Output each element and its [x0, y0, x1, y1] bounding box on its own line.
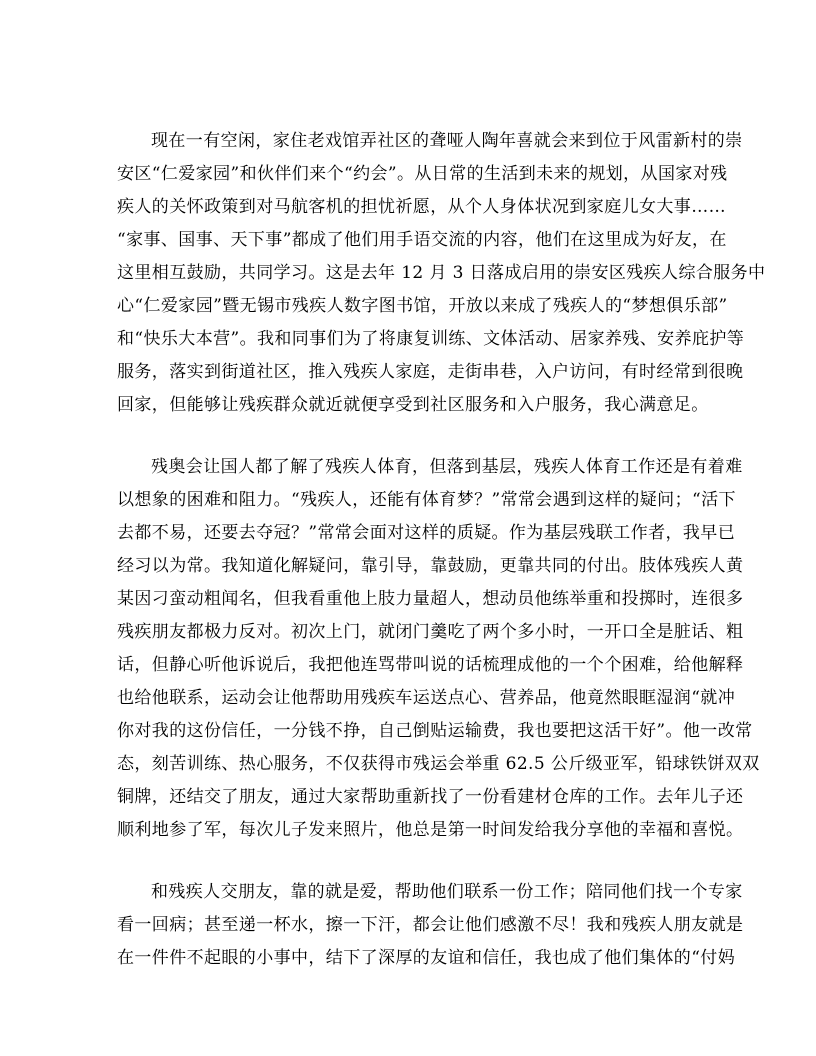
text-line: 顺利地参了军，每次儿子发来照片，他总是第一时间发给我分享他的幸福和喜悦。	[117, 820, 744, 840]
text-line: 你对我的这份信任，一分钱不挣，自己倒贴运输费，我也要把这活干好”。他一改常	[117, 721, 753, 741]
text-line: 残奥会让国人都了解了残疾人体育，但落到基层，残疾人体育工作还是有着难	[151, 457, 743, 477]
text-line: 看一回病；甚至递一杯水，擦一下汗，都会让他们感激不尽！我和残疾人朋友就是	[117, 915, 744, 935]
text-line: 态，刻苦训练、热心服务，不仅获得市残运会举重 62.5 公斤级亚军，铅球铁饼双双	[117, 754, 760, 774]
text-line: 话，但静心听他诉说后，我把他连骂带叫说的话梳理成他的一个个困难，给他解释	[117, 655, 744, 675]
text-line: “家事、国事、天下事”都成了他们用手语交流的内容，他们在这里成为好友，在	[117, 230, 727, 250]
text-line: 铜牌，还结交了朋友，通过大家帮助重新找了一份看建材仓库的工作。去年儿子还	[117, 787, 744, 807]
text-line: 去都不易，还要去夺冠？”常常会面对这样的质疑。作为基层残联工作者，我早已	[117, 523, 736, 543]
text-line: 心“仁爱家园”暨无锡市残疾人数字图书馆，开放以来成了残疾人的“梦想俱乐部”	[117, 296, 728, 316]
text-line: 服务，落实到街道社区，推入残疾人家庭，走街串巷，入户访问，有时经常到很晚	[117, 362, 744, 382]
text-line: 和残疾人交朋友，靠的就是爱，帮助他们联系一份工作；陪同他们找一个专家	[151, 882, 743, 902]
text-line: 安区“仁爱家园”和伙伴们来个“约会”。从日常的生活到未来的规划，从国家对残	[117, 164, 728, 184]
text-line: 在一件件不起眼的小事中，结下了深厚的友谊和信任，我也成了他们集体的“付妈	[117, 948, 736, 968]
text-line: 残疾朋友都极力反对。初次上门，就闭门羹吃了两个多小时，一开口全是脏话、粗	[117, 622, 744, 642]
text-line: 这里相互鼓励，共同学习。这是去年 12 月 3 日落成启用的崇安区残疾人综合服务中	[117, 263, 766, 283]
text-line: 疾人的关怀政策到对马航客机的担忧祈愿，从个人身体状况到家庭儿女大事……	[117, 197, 726, 217]
text-line: 某因刁蛮动粗闻名，但我看重他上肢力量超人，想动员他练举重和投掷时，连很多	[117, 589, 744, 609]
text-line: 回家，但能够让残疾群众就近就便享受到社区服务和入户服务，我心满意足。	[117, 395, 709, 415]
text-line: 和“快乐大本营”。我和同事们为了将康复训练、文体活动、居家养残、安养庇护等	[117, 329, 745, 349]
text-line: 现在一有空闲，家住老戏馆弄社区的聋哑人陶年喜就会来到位于风雷新村的崇	[151, 131, 743, 151]
text-line: 以想象的困难和阻力。“残疾人，还能有体育梦？”常常会遇到这样的疑问；“活下	[117, 490, 736, 510]
text-line: 经习以为常。我知道化解疑问，靠引导，靠鼓励，更靠共同的付出。肢体残疾人黄	[117, 556, 744, 576]
text-line: 也给他联系，运动会让他帮助用残疾车运送点心、营养品，他竟然眼眶湿润“就冲	[117, 688, 736, 708]
